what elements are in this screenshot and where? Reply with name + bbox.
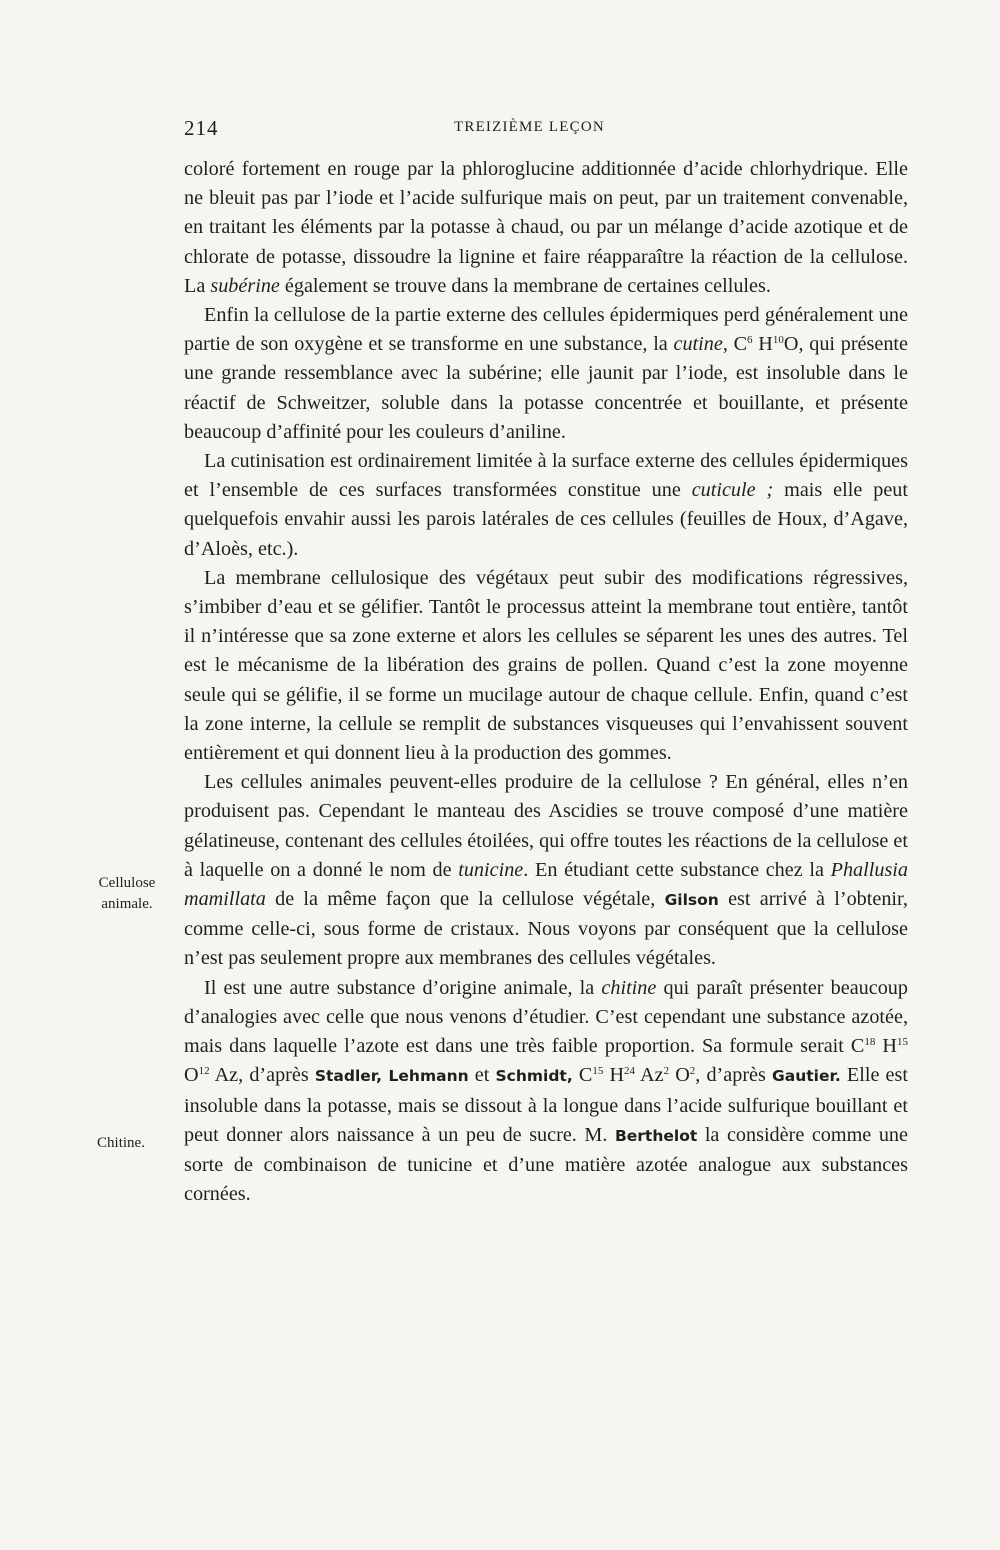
margin-note-chitine: Chitine. xyxy=(97,1135,145,1151)
margin-note-cellulose-animale xyxy=(72,873,182,915)
term-suberine: subérine xyxy=(210,274,280,297)
term-cutine: cutine xyxy=(673,333,723,356)
term-chitine: chitine xyxy=(601,976,657,999)
margin-note-line: animale. xyxy=(101,896,153,912)
author-gautier: Gautier. xyxy=(772,1067,841,1086)
page-number: 214 xyxy=(184,116,219,140)
page-header xyxy=(184,116,908,140)
term-cuticule: cuticule ; xyxy=(691,479,774,502)
paragraph: La cutinisation est ordinairement limitée à la surface externe des cellules épidermiques et l’ensemble de ces surfaces transformées constitue une cuticule ; mais elle peut quelquefois envahir aussi les parois latérales de ces cellules (feuilles de Houx, d’Agave, d’Aloès, etc.). xyxy=(184,450,908,560)
author-stadler-lehmann: Stadler, Lehmann xyxy=(314,1067,469,1086)
running-head: TREIZIÈME LEÇON xyxy=(454,119,605,135)
body-text xyxy=(184,155,908,1209)
author-gilson: Gilson xyxy=(664,891,719,910)
paragraph: La membrane cellulosique des végétaux peut subir des modifications régressives, s’imbiber d’eau et se gélifier. Tantôt le processus atteint la membrane tout entière, tantôt il n’intéresse que sa zone externe et alors les cellules se séparent les unes des autres. Tel est le mécanisme de la libération des grains de pollen. Quand c’est la zone moyenne seule qui se gélifie, il se forme un mucilage autour de chaque cellule. Enfin, quand c’est la zone interne, la cellule se remplit de substances visqueuses qui l’envahissent souvent entièrement et qui donnent lieu à la production des gommes. xyxy=(184,566,908,765)
author-schmidt: Schmidt, xyxy=(495,1067,573,1086)
paragraph: Les cellules animales peuvent-elles produire de la cellulose ? En général, elles n’en produisent pas. Cependant le manteau des Ascidies se trouve composé d’une matière gélatineuse, contenant des cellules étoilées, qui offre toutes les réactions de la cellulose et à laquelle on a donné le nom de tunicine. En étudiant cette substance chez la Phallusia mamillata de la même façon que la cellulose végétale, Gilson est arrivé à l’obtenir, comme celle-ci, sous forme de cristaux. Nous voyons par conséquent que la cellulose n’est pas seulement propre aux membranes des cellules végétales. xyxy=(184,771,908,970)
paragraph: Enfin la cellulose de la partie externe des cellules épidermiques perd généralement une partie de son oxygène et se transforme en une substance, la cutine, $C^6$ $H^{10}O$, qui présente une grande ressemblance avec la subérine; elle jaunit par l’iode, est insoluble dans le réactif de Schweitzer, soluble dans la potasse concentrée et bouillante, et présente beaucoup d’affinité pour les couleurs d’aniline. xyxy=(184,304,908,443)
term-phallusia: Phallusia mamillata xyxy=(184,858,908,911)
paragraph: coloré fortement en rouge par la phloroglucine additionnée d’acide chlorhydrique. Elle ne bleuit pas par l’iode et l’acide sulfurique mais on peut, par un traitement convenable, en traitant les éléments par la potasse à chaud, ou par un mélange d’acide azotique et de chlorate de potasse, dissoudre la lignine et faire réapparaître la réaction de la cellulose. La subérine également se trouve dans la membrane de certaines cellules. xyxy=(184,158,908,297)
margin-note-line: Cellulose xyxy=(98,875,156,891)
author-berthelot: Berthelot xyxy=(614,1126,698,1145)
term-tunicine: tunicine xyxy=(458,858,524,881)
paragraph: Il est une autre substance d’origine animale, la chitine qui paraît présenter beaucoup d’analogies avec celle que nous venons d’étudier. C’est cependant une substance azotée, mais dans laquelle l’azote est dans une très faible proportion. Sa formule serait $C^{18}$ $H^{15}$ $O^{12}$ Az, d’après Stadler, Lehmann et Schmidt, $C^{15}$ $H^{24}$ Az$^2$ $O^2$, d’après Gautier. Elle est insoluble dans la potasse, mais se dissout à la longue dans l’acide sulfurique bouillant et peut donner alors naissance à un peu de sucre. M. Berthelot la considère comme une sorte de combinaison de tunicine et d’une matière azotée analogue aux substances cornées. xyxy=(184,976,908,1206)
